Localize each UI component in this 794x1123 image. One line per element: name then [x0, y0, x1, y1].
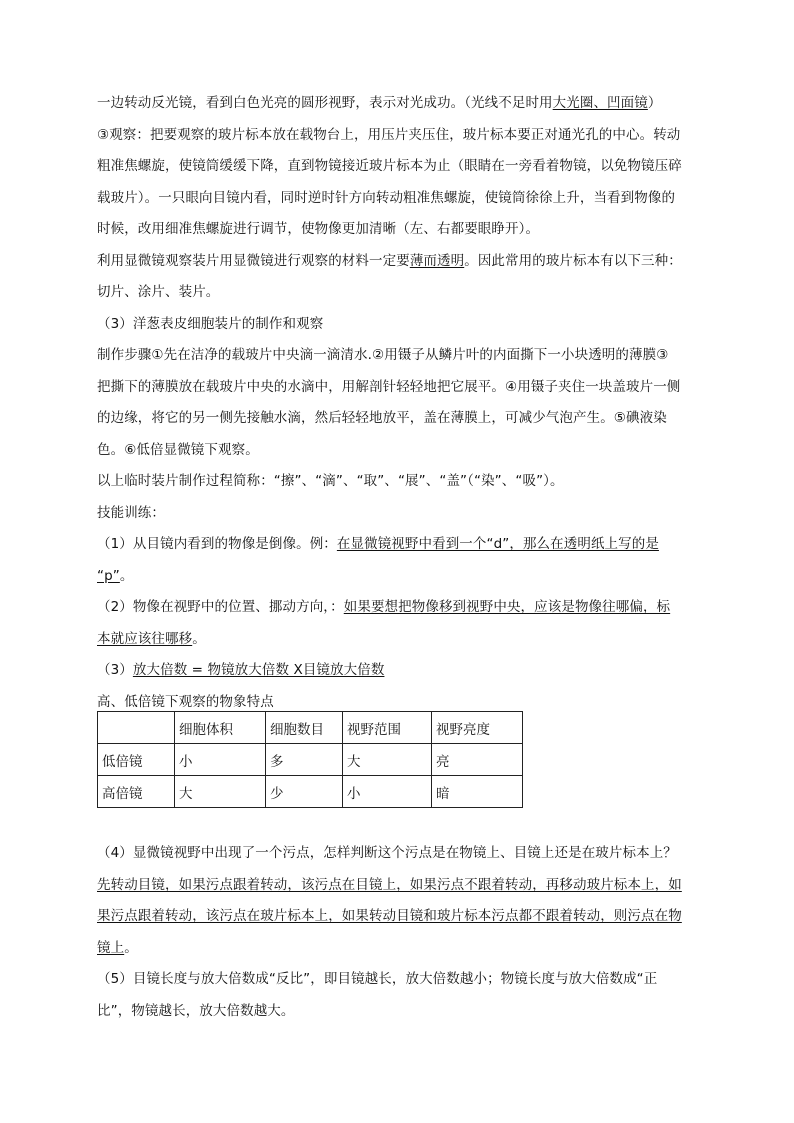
table-cell: 低倍镜: [98, 744, 175, 776]
underlined-text: 薄而透明: [409, 252, 465, 269]
underlined-text: 本就应该往哪移: [97, 630, 193, 647]
underlined-text: 先转动目镜，如果污点跟着转动，该污点在目镜上，如果污点不跟着转动，再移动玻片标本上，如: [97, 876, 682, 893]
table-row: [98, 744, 523, 776]
text-segment: 把撕下的薄膜放在载玻片中央的水滴中，用解剖针轻轻地把它展平。④用镊子夹住一块盖玻片一侧: [97, 378, 681, 395]
text-segment: 粗准焦螺旋，使镜筒缓缓下降，直到物镜接近玻片标本为止（眼睛在一旁看着物镜，以免物镜压碎: [97, 158, 682, 174]
text-line: [97, 561, 701, 593]
text-segment: 。: [192, 630, 206, 647]
underlined-text: 在显微镜视野中看到一个“d”，那么在透明纸上写的是: [336, 536, 659, 552]
text-line: [97, 933, 701, 965]
table-cell: 亮: [432, 744, 523, 776]
comparison-table: [97, 711, 523, 808]
text-line: [97, 498, 701, 530]
text-segment: （1）从目镜内看到的物像是倒像。例：: [97, 536, 337, 552]
text-block-upper: [97, 88, 701, 718]
section-heading: [97, 309, 701, 341]
text-line: [97, 372, 701, 404]
text-segment: 制作步骤①先在洁净的载玻片中央滴一滴清水.②用镊子从鳞片叶的内面撕下一小块透明的薄膜③: [97, 347, 669, 363]
text-line: [97, 88, 701, 120]
table-cell: 高倍镜: [98, 776, 175, 808]
text-line: [97, 340, 701, 372]
table-cell: 大: [175, 776, 266, 808]
text-segment: 切片、涂片、装片。: [97, 284, 220, 300]
text-segment: （5）目镜长度与放大倍数成“反比”，即目镜越长，放大倍数越小；物镜长度与放大倍数成“正: [97, 971, 658, 987]
text-segment: 高、低倍镜下观察的物象特点: [97, 693, 274, 710]
text-line: [97, 655, 701, 687]
text-segment: 技能训练：: [97, 504, 165, 521]
text-line: [97, 151, 701, 183]
text-segment: 。: [119, 567, 134, 584]
text-segment: ）: [647, 95, 662, 111]
text-line: [97, 183, 701, 215]
text-block-lower: [97, 838, 701, 1027]
text-line: [97, 277, 701, 309]
table-header-cell: 视野范围: [343, 712, 432, 744]
text-line: [97, 624, 701, 656]
text-line: [97, 996, 701, 1028]
text-segment: 比”，物镜越长，放大倍数越大。: [97, 1002, 295, 1019]
underlined-text: 放大倍数 = 物镜放大倍数 X目镜放大倍数: [132, 662, 385, 678]
text-segment: 。: [124, 939, 138, 956]
text-line: [97, 246, 701, 278]
text-segment: ③观察：把要观察的玻片标本放在载物台上，用压片夹压住，玻片标本要正对通光孔的中心。转动: [97, 126, 681, 143]
underlined-text: 如果要想把物像移到视野中央，应该是物像往哪偏，标: [343, 599, 671, 615]
table-cell: 多: [266, 744, 343, 776]
text-segment: 色。⑥低倍显微镜下观察。: [97, 441, 259, 458]
table-header-cell: 细胞数目: [266, 712, 343, 744]
underlined-text: 镜上: [97, 939, 125, 956]
table-cell: 小: [343, 776, 432, 808]
text-segment: 利用显微镜观察装片用显微镜进行观察的材料一定要: [97, 252, 410, 269]
underlined-text: 大光圈、凹面镜: [552, 95, 648, 111]
text-segment: （3）洋葱表皮细胞装片的制作和观察: [97, 315, 324, 332]
text-segment: 以上临时装片制作过程简称：“擦”、“滴”、“取”、“展”、“盖”（“染”、“吸”）。: [97, 473, 564, 489]
underlined-text: 果污点跟着转动，该污点在玻片标本上，如果转动目镜和玻片标本污点都不跟着转动，则污点在物: [97, 908, 682, 924]
table-cell: 暗: [432, 776, 523, 808]
table-header-cell: 细胞体积: [175, 712, 266, 744]
text-segment: 的边缘，将它的另一侧先接触水滴，然后轻轻地放平，盖在薄膜上，可减少气泡产生。⑤碘液染: [97, 410, 667, 426]
text-line: [97, 838, 701, 870]
table-header-row: [98, 712, 523, 744]
text-segment: 时候，改用细准焦螺旋进行调节，使物像更加清晰（左、右都要眼睁开）。: [97, 221, 540, 237]
text-line: [97, 592, 701, 624]
text-segment: （2）物像在视野中的位置、挪动方向，：: [97, 599, 344, 615]
text-segment: 一边转动反光镜，看到白色光亮的圆形视野，表示对光成功。（光线不足时用: [97, 95, 553, 111]
table-cell: 小: [175, 744, 266, 776]
text-segment: （3）: [97, 662, 133, 678]
table-header-cell: 视野亮度: [432, 712, 523, 744]
text-line: [97, 964, 701, 996]
table-cell: 大: [343, 744, 432, 776]
table-cell: 少: [266, 776, 343, 808]
table-header-cell: [98, 712, 175, 744]
text-segment: （4）显微镜视野中出现了一个污点，怎样判断这个污点是在物镜上、目镜上还是在玻片标本上？: [97, 845, 677, 861]
text-line: [97, 466, 701, 498]
text-line: [97, 403, 701, 435]
text-segment: 。因此常用的玻片标本有以下三种：: [464, 252, 682, 269]
text-line: [97, 214, 701, 246]
text-segment: 载玻片）。一只眼向目镜内看，同时逆时针方向转动粗准焦螺旋，使镜筒徐徐上升，当看到物像的: [97, 189, 676, 206]
table-row: [98, 776, 523, 808]
text-line: [97, 901, 701, 933]
text-line: [97, 529, 701, 561]
text-line: [97, 870, 701, 902]
underlined-text: “p”: [97, 567, 120, 584]
text-line: [97, 435, 701, 467]
text-line: [97, 120, 701, 152]
